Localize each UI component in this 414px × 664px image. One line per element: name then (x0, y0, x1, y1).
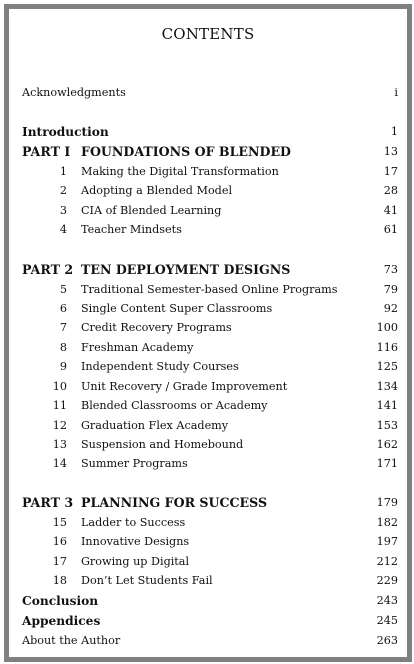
entry-title: Appendices (22, 614, 101, 628)
entry-page: 73 (383, 263, 398, 276)
toc-entry-about-author[interactable] (9, 632, 407, 650)
entry-page: 125 (376, 360, 398, 373)
chapter-title: CIA of Blended Learning (81, 204, 222, 217)
toc-entry-conclusion[interactable] (9, 592, 407, 610)
toc-part-3[interactable] (9, 494, 407, 512)
entry-title: Acknowledgments (22, 86, 126, 99)
chapter-title: Summer Programs (81, 457, 188, 470)
toc-chapter[interactable] (9, 163, 407, 181)
toc-chapter[interactable] (9, 300, 407, 318)
chapter-number: 9 (59, 360, 67, 373)
entry-page: 212 (376, 555, 398, 568)
toc-chapter[interactable] (9, 417, 407, 435)
chapter-number: 15 (52, 516, 67, 529)
entry-page: 162 (376, 438, 398, 451)
chapter-title: Adopting a Blended Model (81, 184, 233, 197)
chapter-number: 1 (59, 165, 67, 178)
toc-part-2[interactable] (9, 261, 407, 279)
chapter-number: 11 (52, 399, 67, 412)
toc-chapter[interactable] (9, 182, 407, 200)
entry-page: 61 (383, 223, 398, 236)
entry-page: 1 (390, 125, 398, 138)
toc-chapter[interactable] (9, 202, 407, 220)
chapter-title: Single Content Super Classrooms (81, 302, 273, 315)
chapter-title: Traditional Semester-based Online Programs (81, 283, 338, 296)
chapter-title: Ladder to Success (81, 516, 186, 529)
part-label: PART I (22, 144, 71, 159)
toc-chapter[interactable] (9, 397, 407, 415)
chapter-title: Unit Recovery / Grade Improvement (81, 380, 288, 393)
toc-chapter[interactable] (9, 281, 407, 299)
toc-entry-appendices[interactable] (9, 612, 407, 630)
entry-page: 197 (376, 535, 398, 548)
chapter-title: Graduation Flex Academy (81, 419, 229, 432)
toc-chapter[interactable] (9, 455, 407, 473)
chapter-number: 5 (59, 283, 67, 296)
chapter-number: 14 (52, 457, 67, 470)
chapter-number: 7 (59, 321, 67, 334)
entry-page: 92 (383, 302, 398, 315)
toc-chapter[interactable] (9, 319, 407, 337)
chapter-title: Don’t Let Students Fail (81, 574, 213, 587)
part-label: PART 3 (22, 495, 74, 510)
part-title: PLANNING FOR SUCCESS (81, 495, 268, 510)
contents-title: CONTENTS (161, 25, 255, 43)
chapter-title: Independent Study Courses (81, 360, 239, 373)
entry-page: 171 (376, 457, 398, 470)
chapter-number: 8 (59, 341, 67, 354)
chapter-title: Freshman Academy (81, 341, 194, 354)
entry-title: Introduction (22, 125, 109, 139)
part-title: FOUNDATIONS OF BLENDED (81, 144, 291, 159)
chapter-number: 12 (52, 419, 67, 432)
entry-page: 229 (376, 574, 398, 587)
toc-chapter[interactable] (9, 339, 407, 357)
entry-page: 179 (376, 496, 398, 509)
chapter-number: 2 (59, 184, 67, 197)
chapter-number: 4 (59, 223, 67, 236)
entry-page: 116 (376, 341, 398, 354)
entry-page: 41 (383, 204, 398, 217)
entry-title: About the Author (22, 634, 121, 647)
part-title: TEN DEPLOYMENT DESIGNS (81, 262, 291, 277)
chapter-title: Credit Recovery Programs (81, 321, 232, 334)
toc-entry-introduction[interactable] (9, 123, 407, 141)
toc-chapter[interactable] (9, 572, 407, 590)
entry-page: 153 (376, 419, 398, 432)
toc-chapter[interactable] (9, 436, 407, 454)
part-label: PART 2 (22, 262, 74, 277)
toc-part-1[interactable] (9, 143, 407, 161)
chapter-title: Suspension and Homebound (81, 438, 244, 451)
chapter-title: Innovative Designs (81, 535, 190, 548)
chapter-number: 18 (52, 574, 67, 587)
entry-page: 17 (383, 165, 398, 178)
chapter-number: 17 (52, 555, 67, 568)
chapter-title: Making the Digital Transformation (81, 165, 279, 178)
chapter-number: 10 (52, 380, 67, 393)
toc-chapter[interactable] (9, 358, 407, 376)
entry-page: 134 (376, 380, 398, 393)
toc-chapter[interactable] (9, 378, 407, 396)
chapter-number: 13 (52, 438, 67, 451)
chapter-title: Growing up Digital (81, 555, 190, 568)
chapter-title: Blended Classrooms or Academy (81, 399, 268, 412)
entry-page: 100 (376, 321, 398, 334)
entry-page: 141 (376, 399, 398, 412)
entry-page: 243 (376, 594, 398, 607)
entry-page: 182 (376, 516, 398, 529)
entry-page: i (394, 86, 398, 99)
chapter-title: Teacher Mindsets (81, 223, 182, 236)
entry-page: 79 (383, 283, 398, 296)
entry-page: 245 (376, 614, 398, 627)
entry-title: Conclusion (22, 594, 99, 608)
toc-chapter[interactable] (9, 514, 407, 532)
chapter-number: 16 (52, 535, 67, 548)
entry-page: 263 (376, 634, 398, 647)
toc-entry-acknowledgments[interactable] (9, 84, 407, 102)
toc-chapter[interactable] (9, 221, 407, 239)
chapter-number: 3 (59, 204, 67, 217)
contents-frame (4, 4, 412, 662)
chapter-number: 6 (59, 302, 67, 315)
entry-page: 28 (383, 184, 398, 197)
toc-chapter[interactable] (9, 553, 407, 571)
entry-page: 13 (383, 145, 398, 158)
toc-chapter[interactable] (9, 533, 407, 551)
